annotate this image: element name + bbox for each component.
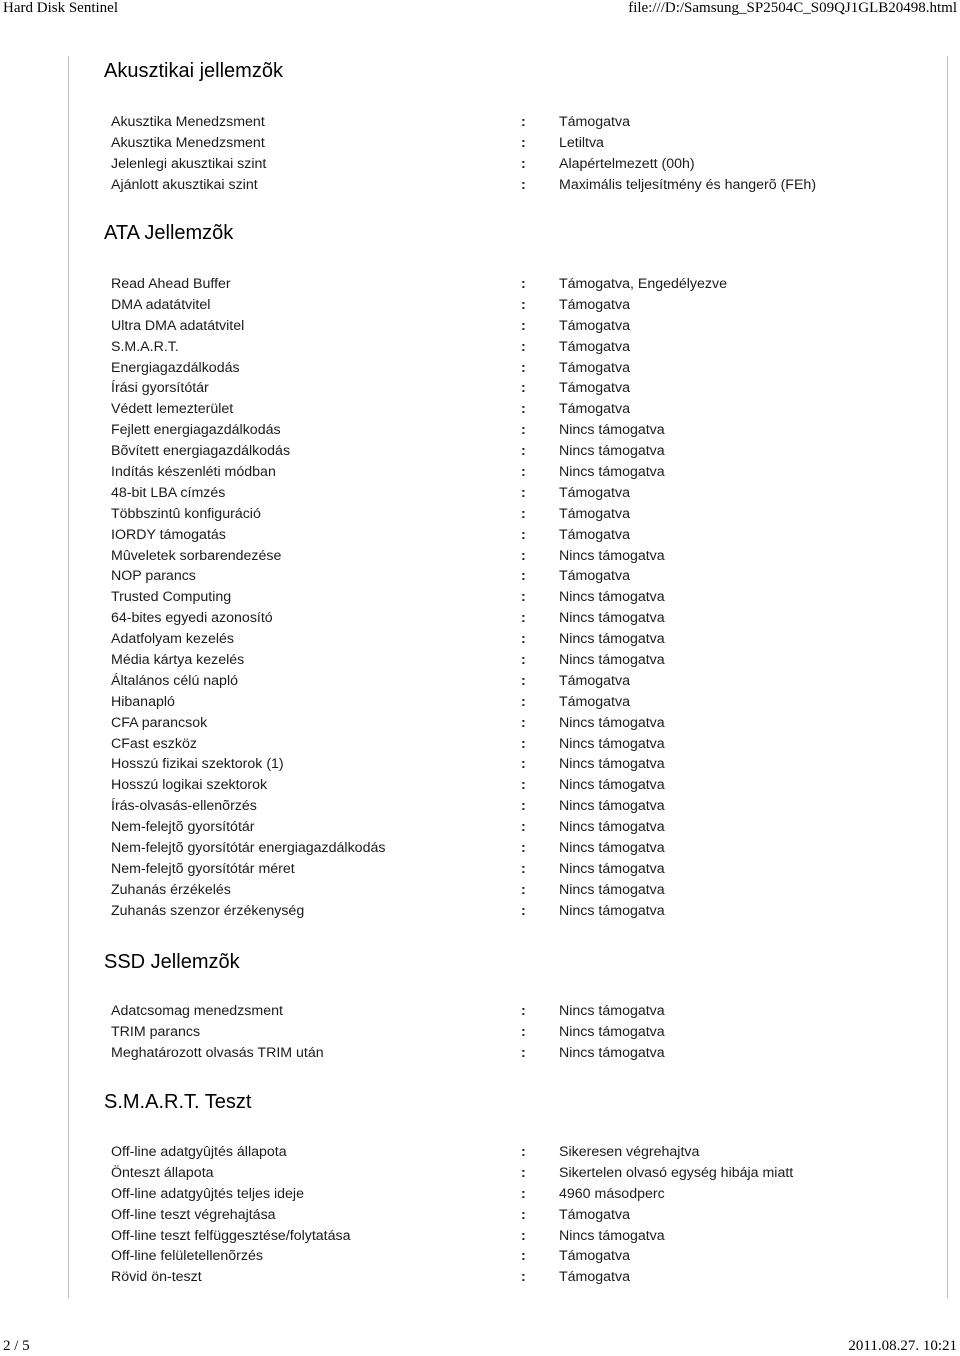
property-separator: : <box>521 1248 526 1265</box>
property-separator: : <box>521 1144 526 1160</box>
property-value: Nincs támogatva <box>559 464 665 481</box>
property-separator: : <box>521 338 526 355</box>
property-value: Nincs támogatva <box>559 819 665 836</box>
property-label: Off-line teszt felfüggesztése/folytatása <box>111 1227 351 1244</box>
property-label: Zuhanás szenzor érzékenység <box>111 902 305 919</box>
section-rows <box>104 1142 934 1288</box>
property-separator: : <box>521 693 526 710</box>
property-label: Adatfolyam kezelés <box>111 631 235 648</box>
property-separator: : <box>521 652 526 669</box>
property-separator: : <box>521 296 526 313</box>
property-label: Többszintû konfiguráció <box>111 505 261 522</box>
property-row <box>104 1163 934 1184</box>
property-label: 64-bites egyedi azonosító <box>111 610 273 627</box>
property-separator: : <box>521 359 526 376</box>
property-value: Nincs támogatva <box>559 610 665 627</box>
property-value: Támogatva <box>559 526 630 543</box>
property-separator: : <box>521 777 526 794</box>
property-label: Hosszú fizikai szektorok (1) <box>111 756 284 773</box>
property-value: Támogatva <box>559 317 630 334</box>
property-label: Energiagazdálkodás <box>111 359 240 376</box>
property-separator: : <box>521 1206 526 1223</box>
property-label: Adatcsomag menedzsment <box>111 1003 283 1019</box>
property-row <box>104 295 934 316</box>
property-row <box>104 525 934 546</box>
property-value: Támogatva <box>559 672 630 689</box>
property-separator: : <box>521 735 526 752</box>
header-file-path: file:///D:/Samsung_SP2504C_S09QJ1GLB20498.html <box>628 0 957 16</box>
property-value: Nincs támogatva <box>559 777 665 794</box>
property-row <box>104 566 934 587</box>
property-value: Támogatva <box>559 359 630 376</box>
property-label: Off-line adatgyûjtés állapota <box>111 1144 287 1160</box>
property-label: Nem-felejtõ gyorsítótár méret <box>111 860 295 877</box>
property-label: Ajánlott akusztikai szint <box>111 176 258 193</box>
property-row <box>104 112 934 133</box>
footer-datetime: 2011.08.27. 10:21 <box>848 1338 957 1354</box>
property-separator: : <box>521 840 526 857</box>
property-separator: : <box>521 756 526 773</box>
property-separator: : <box>521 176 526 193</box>
property-row <box>104 316 934 337</box>
property-row <box>104 378 934 399</box>
property-label: Írási gyorsítótár <box>111 380 209 397</box>
property-value: Nincs támogatva <box>559 714 665 731</box>
property-label: Hosszú logikai szektorok <box>111 777 268 794</box>
property-row <box>104 441 934 462</box>
property-row <box>104 1043 934 1064</box>
property-value: Támogatva <box>559 1248 630 1265</box>
property-value: Nincs támogatva <box>559 881 665 898</box>
property-value: Támogatva <box>559 338 630 355</box>
property-separator: : <box>521 881 526 898</box>
property-label: Önteszt állapota <box>111 1164 214 1181</box>
section-rows <box>104 1001 934 1064</box>
property-value: Nincs támogatva <box>559 652 665 669</box>
property-label: Védett lemezterület <box>111 401 234 418</box>
property-row <box>104 650 934 671</box>
property-value: Támogatva, Engedélyezve <box>559 276 727 292</box>
property-label: Fejlett energiagazdálkodás <box>111 422 281 439</box>
property-separator: : <box>521 155 526 172</box>
section-title: S.M.A.R.T. Teszt <box>104 1091 252 1113</box>
property-value: Támogatva <box>559 380 630 397</box>
property-separator: : <box>521 134 526 151</box>
property-separator: : <box>521 317 526 334</box>
property-value: Letiltva <box>559 134 604 151</box>
property-label: Bõvített energiagazdálkodás <box>111 443 291 460</box>
property-value: Támogatva <box>559 296 630 313</box>
property-separator: : <box>521 464 526 481</box>
property-row <box>104 838 934 859</box>
footer-page-number: 2 / 5 <box>3 1338 30 1354</box>
property-separator: : <box>521 380 526 397</box>
property-label: Rövid ön-teszt <box>111 1269 202 1286</box>
property-label: Jelenlegi akusztikai szint <box>111 155 267 172</box>
property-row <box>104 337 934 358</box>
property-separator: : <box>521 1023 526 1040</box>
property-separator: : <box>521 610 526 627</box>
property-row <box>104 133 934 154</box>
property-row <box>104 462 934 483</box>
property-row <box>104 629 934 650</box>
property-separator: : <box>521 1003 526 1019</box>
property-value: Támogatva <box>559 1206 630 1223</box>
property-row <box>104 546 934 567</box>
property-label: Általános célú napló <box>111 672 238 689</box>
property-label: Zuhanás érzékelés <box>111 881 231 898</box>
property-row <box>104 754 934 775</box>
property-value: Nincs támogatva <box>559 860 665 877</box>
property-separator: : <box>521 1227 526 1244</box>
property-row <box>104 358 934 379</box>
property-label: IORDY támogatás <box>111 526 226 543</box>
property-label: Off-line felületellenõrzés <box>111 1248 263 1265</box>
property-separator: : <box>521 114 526 130</box>
property-label: Mûveletek sorbarendezése <box>111 547 282 564</box>
property-row <box>104 1022 934 1043</box>
property-label: Akusztika Menedzsment <box>111 134 265 151</box>
property-value: Nincs támogatva <box>559 547 665 564</box>
property-separator: : <box>521 276 526 292</box>
property-value: Nincs támogatva <box>559 589 665 606</box>
property-label: Meghatározott olvasás TRIM után <box>111 1044 324 1061</box>
property-value: Nincs támogatva <box>559 902 665 919</box>
property-row <box>104 1142 934 1163</box>
property-separator: : <box>521 798 526 815</box>
property-label: Média kártya kezelés <box>111 652 245 669</box>
property-label: Read Ahead Buffer <box>111 276 231 292</box>
property-label: 48-bit LBA címzés <box>111 484 226 501</box>
property-value: Támogatva <box>559 693 630 710</box>
property-row <box>104 274 934 295</box>
section-rows <box>104 112 934 196</box>
property-row <box>104 420 934 441</box>
section-title: SSD Jellemzõk <box>104 951 240 973</box>
section-title: ATA Jellemzõk <box>104 222 234 244</box>
property-value: Nincs támogatva <box>559 756 665 773</box>
property-separator: : <box>521 714 526 731</box>
property-separator: : <box>521 860 526 877</box>
property-separator: : <box>521 1185 526 1202</box>
property-value: Támogatva <box>559 1269 630 1286</box>
property-label: Indítás készenléti módban <box>111 464 276 481</box>
property-separator: : <box>521 1269 526 1286</box>
property-row <box>104 692 934 713</box>
property-separator: : <box>521 1044 526 1061</box>
property-row <box>104 901 934 922</box>
property-value: Nincs támogatva <box>559 1003 665 1019</box>
property-label: Nem-felejtõ gyorsítótár <box>111 819 255 836</box>
property-label: Trusted Computing <box>111 589 232 606</box>
property-row <box>104 817 934 838</box>
property-label: Hibanapló <box>111 693 175 710</box>
property-value: Támogatva <box>559 114 630 130</box>
property-row <box>104 859 934 880</box>
property-value: Nincs támogatva <box>559 735 665 752</box>
property-separator: : <box>521 401 526 418</box>
property-value: Nincs támogatva <box>559 798 665 815</box>
property-separator: : <box>521 902 526 919</box>
property-label: CFast eszköz <box>111 735 197 752</box>
property-value: Nincs támogatva <box>559 631 665 648</box>
property-label: Ultra DMA adatátvitel <box>111 317 245 334</box>
property-label: Akusztika Menedzsment <box>111 114 265 130</box>
property-value: Nincs támogatva <box>559 840 665 857</box>
property-label: S.M.A.R.T. <box>111 338 179 355</box>
property-separator: : <box>521 631 526 648</box>
property-row <box>104 1267 934 1288</box>
property-value: Támogatva <box>559 505 630 522</box>
property-row <box>104 775 934 796</box>
property-separator: : <box>521 547 526 564</box>
property-separator: : <box>521 1164 526 1181</box>
property-row <box>104 504 934 525</box>
property-value: Nincs támogatva <box>559 1227 665 1244</box>
property-row <box>104 399 934 420</box>
property-label: Nem-felejtõ gyorsítótár energiagazdálkodás <box>111 840 386 857</box>
property-separator: : <box>521 819 526 836</box>
property-value: Támogatva <box>559 568 630 585</box>
property-label: DMA adatátvitel <box>111 296 211 313</box>
property-separator: : <box>521 526 526 543</box>
property-label: CFA parancsok <box>111 714 208 731</box>
property-value: Maximális teljesítmény és hangerõ (FEh) <box>559 176 817 193</box>
property-separator: : <box>521 484 526 501</box>
property-row <box>104 587 934 608</box>
property-separator: : <box>521 422 526 439</box>
property-value: Nincs támogatva <box>559 443 665 460</box>
property-row <box>104 1226 934 1247</box>
property-value: Nincs támogatva <box>559 1044 665 1061</box>
property-row <box>104 175 934 196</box>
property-row <box>104 1184 934 1205</box>
property-separator: : <box>521 672 526 689</box>
property-row <box>104 1246 934 1267</box>
property-separator: : <box>521 505 526 522</box>
property-row <box>104 796 934 817</box>
property-value: 4960 másodperc <box>559 1185 665 1202</box>
property-separator: : <box>521 568 526 585</box>
property-label: Off-line teszt végrehajtása <box>111 1206 276 1223</box>
section-rows <box>104 274 934 922</box>
property-row <box>104 734 934 755</box>
section-title: Akusztikai jellemzõk <box>104 60 283 82</box>
property-row <box>104 608 934 629</box>
property-label: NOP parancs <box>111 568 196 585</box>
property-label: Off-line adatgyûjtés teljes ideje <box>111 1185 304 1202</box>
property-row <box>104 713 934 734</box>
property-separator: : <box>521 443 526 460</box>
property-value: Sikertelen olvasó egység hibája miatt <box>559 1164 794 1181</box>
property-label: TRIM parancs <box>111 1023 201 1040</box>
header-app-title: Hard Disk Sentinel <box>3 0 118 16</box>
property-row <box>104 671 934 692</box>
property-value: Sikeresen végrehajtva <box>559 1144 700 1160</box>
property-row <box>104 154 934 175</box>
property-value: Alapértelmezett (00h) <box>559 155 695 172</box>
property-row <box>104 880 934 901</box>
property-value: Nincs támogatva <box>559 1023 665 1040</box>
property-label: Írás-olvasás-ellenõrzés <box>111 798 257 815</box>
property-separator: : <box>521 589 526 606</box>
property-value: Támogatva <box>559 484 630 501</box>
property-value: Támogatva <box>559 401 630 418</box>
property-row <box>104 1001 934 1022</box>
property-value: Nincs támogatva <box>559 422 665 439</box>
property-row <box>104 1205 934 1226</box>
property-row <box>104 483 934 504</box>
